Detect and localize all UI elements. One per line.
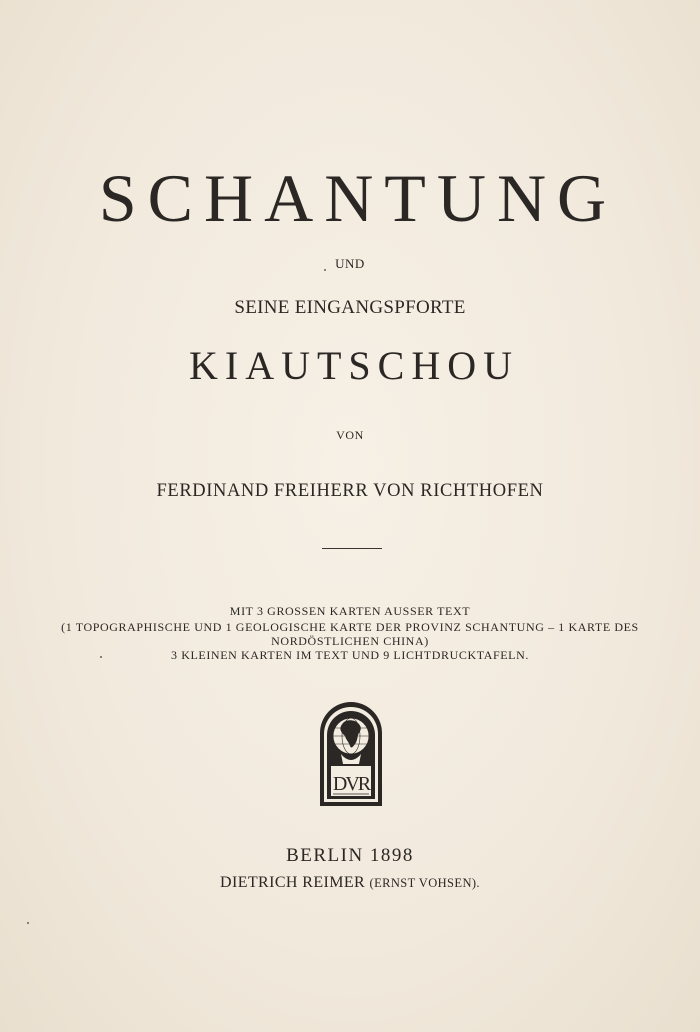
contents-note-line-2: (1 TOPOGRAPHISCHE UND 1 GEOLOGISCHE KARTE DER PROVINZ SCHANTUNG – 1 KARTE DES: [61, 620, 639, 634]
emblem-monogram: DVR: [332, 773, 370, 795]
paper-speck: [27, 922, 29, 924]
paper-speck: [324, 269, 326, 271]
imprint-publisher: [0, 874, 700, 892]
contents-note-line-3: NORDÖSTLICHEN CHINA): [271, 634, 429, 648]
author-preposition: VON: [336, 428, 364, 442]
imprint-place-year: BERLIN 1898: [286, 845, 414, 866]
paper-speck: [100, 656, 102, 658]
book-title: SCHANTUNG: [98, 160, 618, 236]
publisher-globe-emblem-icon: [318, 700, 384, 808]
publisher-name: DIETRICH REIMER: [220, 874, 366, 891]
author-name: FERDINAND FREIHERR VON RICHTHOFEN: [156, 481, 544, 501]
title-conjunction: UND: [335, 256, 365, 271]
divider-rule: [322, 548, 382, 549]
book-subtitle: SEINE EINGANGSPFORTE: [234, 297, 466, 318]
book-title-secondary: KIAUTSCHOU: [189, 343, 519, 388]
contents-note-line-1: MIT 3 GROSSEN KARTEN AUSSER TEXT: [229, 604, 471, 618]
publisher-note: (ERNST VOHSEN).: [369, 876, 480, 890]
contents-note-line-4: 3 KLEINEN KARTEN IM TEXT UND 9 LICHTDRUCKTAFELN.: [171, 648, 529, 662]
